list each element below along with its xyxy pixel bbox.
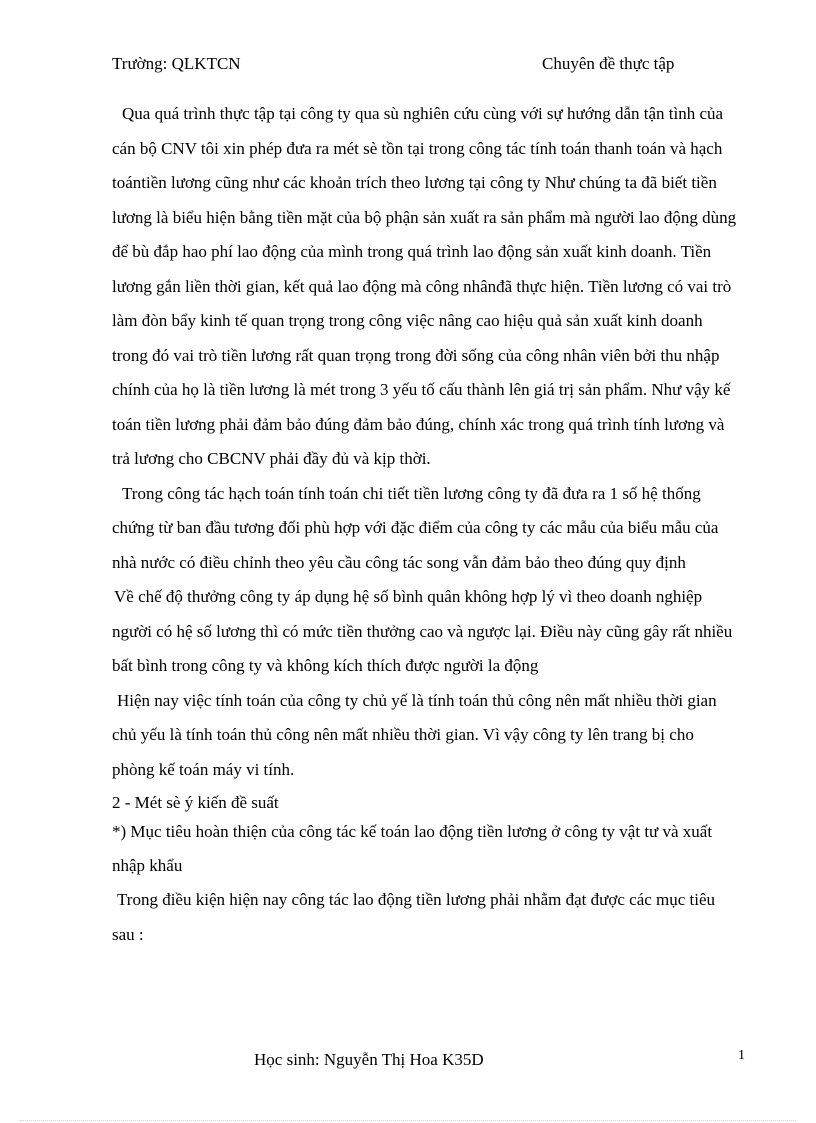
document-body [112,97,740,952]
page-number: 1 [738,1048,745,1063]
footer-student: Học sinh: Nguyễn Thị Hoa K35D [254,1050,484,1069]
paragraph-manual-calculation: Hiện nay việc tính toán của công ty chủ yế là tính toán thủ công nên mất nhiều thời gian chủ yếu là tính toán thủ công nên mất nhiều thời gian. Vì vậy công ty lên trang bị cho phòng kế toán máy vi tính. [112,690,717,779]
page-header [112,52,692,76]
topic-label: Chuyên đề thực tập [542,54,675,73]
school-label: Trường: QLKTCN [112,54,241,73]
paragraph-bonus-regime: Về chế độ thưởng công ty áp dụng hệ số bình quân không hợp lý vì theo doanh nghiệp người có hệ số lương thì có mức tiền thưởng cao và ngược lại. Điều này cũng gây rất nhiều bất bình trong công ty và không kích thích được người la động [112,587,733,675]
page-bottom-divider [20,1120,796,1121]
paragraph-intro: Qua quá trình thực tập tại công ty qua sù nghiên cứu cùng với sự hướng dẫn tận tình của cán bộ CNV tôi xin phép đưa ra mét sè tồn tại trong công tác tính toán thanh toán và hạch toántiền lương cũng như các khoản trích theo lương tại công ty Như chúng ta đã biết tiền lương là biểu hiện bằng tiền mặt của bộ phận sản xuất ra sản phẩm mà người lao động dùng để bù đắp hao phí lao động của mình trong quá trình lao động sản xuất kinh doanh. Tiền lương gắn liền thời gian, kết quả lao động mà công nhânđã thực hiện. Tiền lương có vai trò làm đòn bẩy kinh tế quan trọng trong công việc nâng cao hiệu quả sản xuất kinh doanh trong đó vai trò tiền lương rất quan trọng trong đời sống của công nhân viên bởi thu nhập chính của họ là tiền lương là mét trong 3 yếu tố cấu thành lên giá trị sản phẩm. Như vậy kế toán tiền lương phải đảm bảo đúng đảm bảo đúng, chính xác trong quá trình tính lương và trả lương cho CBCNV phải đầy đủ và kịp thời. [112,104,737,468]
paragraph-goals-intro: Trong điều kiện hiện nay công tác lao động tiền lương phải nhằm đạt được các mục tiêu sau : [112,890,716,944]
section-heading-suggestions: 2 - Mét sè ý kiến đề suất [112,793,279,812]
paragraph-objective: *) Mục tiêu hoàn thiện của công tác kế toán lao động tiền lương ở công ty vật tư và xuất nhập khẩu [112,822,713,875]
paragraph-accounting-docs: Trong công tác hạch toán tính toán chi tiết tiền lương công ty đã đưa ra 1 số hệ thống chứng từ ban đầu tương đối phù hợp với đặc điểm của công ty các mẫu của biểu mẫu của nhà nước có điều chỉnh theo yêu cầu công tác song vẫn đảm bảo theo đúng quy định [112,483,719,572]
